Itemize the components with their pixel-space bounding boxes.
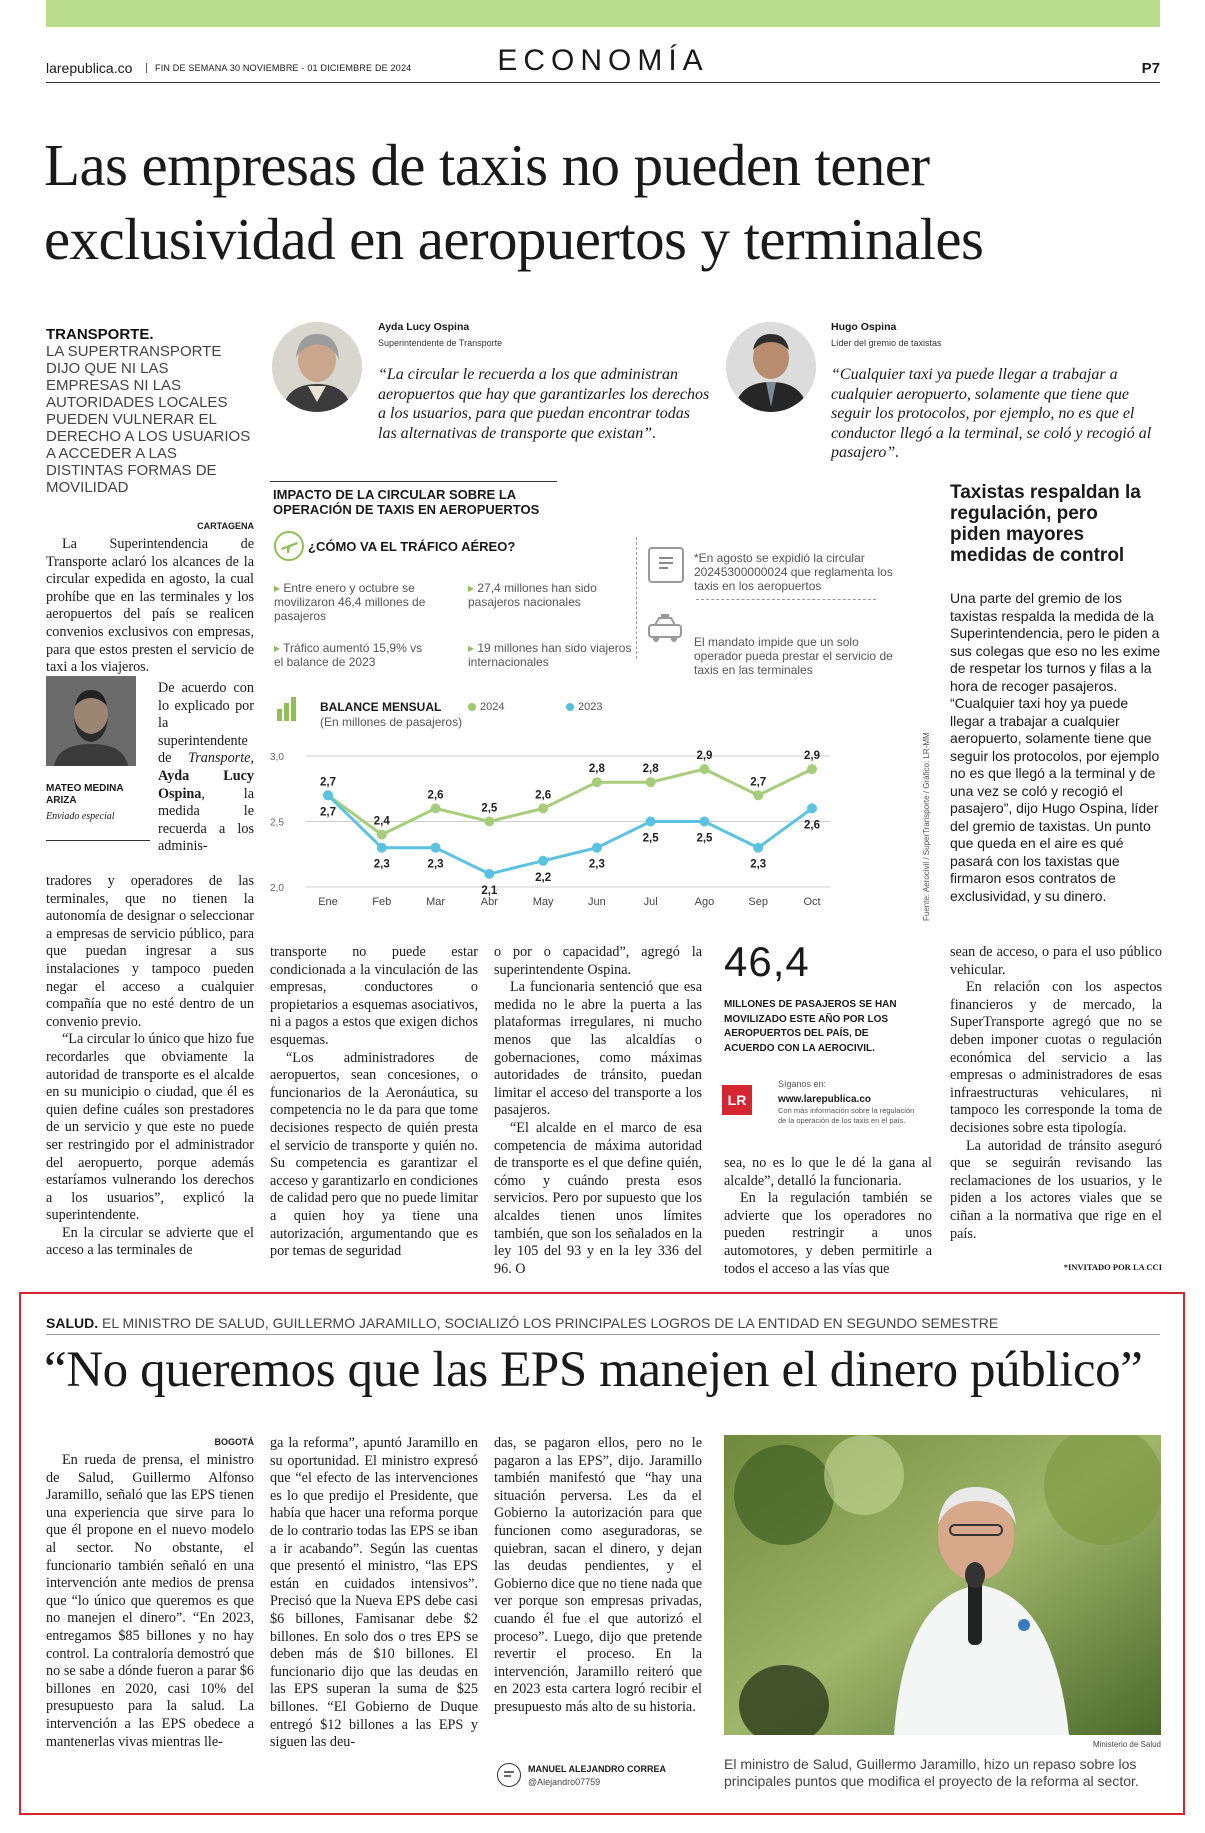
quote1-role: Superintendente de Transporte (378, 338, 503, 348)
sidebar-p1: Una parte del gremio de los taxistas respalda la medida de la Superintendencia, pero le piden a sus colegas que eso no les exime de respetar los turnos y filas a la hora de recoger pasajeros. “Cualquier taxi hoy ya puede llegar a trabajar a cualquier aeropuerto, solamente tiene que seguir los protocolos, por ejemplo no es que llegó a la terminal y de una vez se coló y recogió el pasajero”, dijo Hugo Ospina, líder del gremio de taxistas. Un punto que queda en el aire es qué pasará con los taxistas que firmaron esos contratos de exclusividad, y su dinero. (950, 590, 1161, 904)
x-tick-label: May (532, 896, 554, 908)
follow-label: Síganos en: (778, 1079, 827, 1089)
author-role: Enviado especial (46, 811, 115, 822)
salud-col1 (46, 1452, 254, 1751)
top-color-bar (46, 0, 1160, 27)
quote2-text: “Cualquier taxi ya puede llegar a trabajar a cualquier aeropuerto, solamente que tiene que seguir los protocolos, por ejemplo, no es que el conductor llegó a la terminal, se coló y recogió al pasajero”. (831, 366, 1152, 461)
chart-subtitle: (En millones de pasajeros) (320, 715, 463, 729)
x-tick-label: Mar (426, 896, 446, 908)
data-point-2023 (646, 817, 656, 827)
salud-c3: das, se pagaron ellos, pero no le pagaron a las EPS”, dijo. Jaramillo también manifestó que “hay una situación perversa. Les da el Gobierno la autorización para que funcionen como aseguradoras, se quiebran, sacan el dinero, y dejan las deudas pendientes, y el Gobierno dice que no tiene nada que ver porque son empresas privadas, cuando él fue el que autorizó el proceso”. Luego, dijo que pretende revertir el proceso. En la intervención, Jaramillo reiteró que en 2023 esta cartera logró recibir el presupuesto más alto de su historia. (494, 1435, 703, 1715)
big-stat-text: MILLONES DE PASAJEROS SE HAN MOVILIZADO ESTE AÑO POR LOS AEROPUERTOS DEL PAÍS, DE ACUERDO CON LA AEROCIVIL. (724, 999, 897, 1054)
salud-dateline: BOGOTÁ (214, 1437, 254, 1447)
x-tick-label: Sep (748, 896, 769, 908)
photo-credit: Ministerio de Salud (1092, 1740, 1161, 1749)
x-tick-label: Abr (480, 896, 498, 908)
x-tick-label: Ago (694, 896, 715, 908)
stat-growth-text: Tráfico aumentó 15,9% vs el balance de 2023 (274, 641, 423, 669)
data-point-2023 (484, 869, 494, 879)
col2-body (270, 944, 478, 1261)
comment-icon (497, 1763, 521, 1787)
data-label-2024: 2,8 (588, 763, 605, 776)
series-line-2024 (328, 769, 812, 835)
document-icon (648, 547, 684, 583)
data-label-2023: 2,7 (320, 806, 336, 819)
col2-p2: “Los administradores de aeropuertos, sean concesiones, o funcionarios de la Aeronáutica, su competencia no le da para que tome decisiones respecto de quién presta el servicio de transporte y quién no. Su competencia es garantizar el acceso y garantizarlo en condiciones de calidad pero que no puede limitar a quien hoy ya tiene una autorización, argumentando que es por temas de seguridad (270, 1049, 478, 1260)
salud-headline: “No queremos que las EPS manejen el dinero público” (44, 1342, 1143, 1398)
infographic-divider (636, 537, 637, 659)
data-point-2024 (646, 777, 656, 787)
data-label-2024: 2,6 (535, 789, 552, 802)
avatar-hugo-ospina (726, 322, 816, 412)
lr-logo: LR (722, 1085, 752, 1115)
col4-p1: sea, no es lo que le dé la gana al alcalde”, detalló la funcionaria. (724, 1155, 932, 1189)
author-name: MATEO MEDINA ARIZA (46, 783, 124, 806)
data-label-2024: 2,9 (696, 750, 713, 763)
data-point-2024 (699, 764, 709, 774)
salud-c1: En rueda de prensa, el ministro de Salud, Guillermo Alfonso Jaramillo, señaló que las EPS tienen una experiencia que sirve para lo que él propone en el nuevo modelo al sector. No obstante, el funcionario también señaló en una intervención ante medios de prensa que “lo único que queremos es que no manejen el dinero”. “En 2023, entregamos $85 billones y no hay control. La contraloría demostró que no se sabe a dónde fueron a parar $6 billones en 2020, casi 10% del presupuesto para la salud. La intervención a las EPS obedece a mantenerlas vivas mientras lle- (46, 1452, 254, 1750)
data-label-2023: 2,3 (750, 858, 767, 871)
data-point-2024 (807, 764, 817, 774)
minister-photo (724, 1435, 1161, 1735)
kicker-text: LA SUPERTRANSPORTE DIJO QUE NI LAS EMPRESAS NI LAS AUTORIDADES LOCALES PUEDEN VULNERAR EL DERECHO A LOS USUARIOS A ACCEDER A LAS DISTINTAS FORMAS DE MOVILIDAD (46, 343, 251, 496)
data-point-2023 (323, 790, 333, 800)
legend-2024-swatch (468, 703, 476, 711)
col1-p1: La Superintendencia de Transporte aclaró los alcances de la circular expedida en agosto, la cual prohíbe que en las terminales y los aeropuertos del país se realicen convenios exclusivos con empresas, para que estos presten el servicio de taxi a los viajeros. (46, 536, 254, 676)
author-photo (46, 676, 136, 766)
data-point-2024 (592, 777, 602, 787)
stat-total: ▸ Entre enero y octubre se movilizaron 46,4 millones de pasajeros (274, 581, 426, 623)
data-point-2024 (484, 817, 494, 827)
y-tick-label: 2,0 (270, 883, 284, 894)
data-point-2023 (807, 803, 817, 813)
site-link[interactable]: www.larepublica.co (778, 1094, 871, 1105)
legend-2024-label: 2024 (480, 701, 505, 713)
salud-label: SALUD. (46, 1315, 99, 1331)
photo-caption: El ministro de Salud, Guillermo Jaramillo, hizo un repaso sobre los principales puntos que modifica el proyecto de la reforma al sector. (724, 1756, 1139, 1789)
big-stat-number: 46,4 (724, 938, 810, 985)
data-point-2023 (538, 856, 548, 866)
salud-author-handle[interactable]: @Alejandro07759 (528, 1777, 601, 1787)
stat-domestic-text: 27,4 millones han sido pasajeros nacionales (468, 581, 597, 609)
data-point-2024 (753, 790, 763, 800)
story-kicker (46, 326, 251, 496)
x-tick-label: Jul (643, 896, 658, 908)
sidebar-note: *INVITADO POR LA CCI (1063, 1262, 1162, 1272)
infographic-title: IMPACTO DE LA CIRCULAR SOBRE LA OPERACIÓN DE TAXIS EN AEROPUERTOS (273, 487, 540, 517)
data-label-2024: 2,8 (642, 763, 659, 776)
stat-circular: *En agosto se expidió la circular 20245300000024 que reglamenta los taxis en los aeropuertos (694, 551, 893, 593)
data-label-2023: 2,3 (588, 858, 605, 871)
data-label-2023: 2,6 (804, 819, 820, 832)
stat-international: ▸ 19 millones han sido viajeros internacionales (468, 641, 632, 669)
salud-col2 (270, 1435, 478, 1752)
legend-2024 (468, 701, 504, 713)
infographic (270, 481, 931, 924)
data-point-2024 (538, 803, 548, 813)
salud-rule (46, 1334, 1160, 1335)
chart-source: Fuente: Aerocivil / SuperTransporte / Gráfico: LR-MM (922, 732, 931, 921)
col1-p3: “La circular lo único que hizo fue recordarles que obviamente la autoridad de transporte es el alcalde en su municipio o ciudad, que él es quien define cuáles son prestadores de un servicio y que este no puede ser restringido por el administrador del aeropuerto, porque además estaríamos vulnerando los derechos a los usuarios”, explicó la superintendente. (46, 1031, 254, 1224)
plane-icon (274, 531, 304, 561)
data-point-2023 (699, 817, 709, 827)
stat-growth: ▸ Tráfico aumentó 15,9% vs el balance de 2023 (274, 641, 423, 669)
data-label-2023: 2,2 (535, 871, 552, 884)
data-point-2023 (753, 843, 763, 853)
col2-p1: transporte no puede estar condicionada a la vinculación de las empresas, conductores o propietarios a esquemas asociativos, ni a pagos a estos que exigen dichos esquemas. (270, 944, 478, 1048)
data-point-2024 (377, 830, 387, 840)
data-label-2024: 2,5 (481, 802, 498, 815)
legend-2023-swatch (566, 703, 574, 711)
main-headline: Las empresas de taxis no pueden tener exclusividad en aeropuertos y terminales (44, 132, 984, 272)
infographic-subtitle: ¿CÓMO VA EL TRÁFICO AÉREO? (308, 539, 516, 554)
data-label-2024: 2,4 (373, 815, 390, 828)
col3-body (494, 944, 702, 1278)
infographic-divider-h (696, 599, 876, 600)
sidebar-title: Taxistas respaldan la regulación, pero piden mayores medidas de control (950, 482, 1141, 566)
col1-p4: En la circular se advierte que el acceso a las terminales de (46, 1224, 254, 1259)
data-label-2023: 2,3 (373, 858, 390, 871)
salud-author: MANUEL ALEJANDRO CORREA (528, 1764, 667, 1774)
dateline: CARTAGENA (197, 521, 254, 531)
data-point-2023 (592, 843, 602, 853)
line-chart (270, 731, 910, 916)
col3-p2: La funcionaria sentenció que esa medida no le abre la puerta a las plataformas irregulares, ni mucho menos que las alcaldías o gobernaciones, como máximas autoridades de tránsito, puedan limitar el acceso del transporte a los pasajeros. (494, 979, 702, 1119)
kicker-label: TRANSPORTE. (46, 326, 154, 343)
data-point-2023 (431, 843, 441, 853)
data-label-2024: 2,6 (427, 789, 444, 802)
quote1-text: “La circular le recuerda a los que administran aeropuertos que hay que garantizarles los derechos a los usuarios, para que puedan encontrar todas las alternativas de transporte que existan”. (378, 366, 710, 442)
infographic-rule (270, 481, 557, 482)
sidebar-p3: En relación con los aspectos financieros y de mercado, la SuperTransporte agregó que no se deben imponer cuotas o regulación económica del servicio a las empresas o administradores de esas infraestructuras vehiculares, ni tampoco les corresponde la toma de decisiones sobre esta tipología. (950, 979, 1162, 1136)
salud-c2: ga la reforma”, apuntó Jaramillo en su oportunidad. El ministro expresó que “el efecto de las intervenciones es lo que predijo el Presidente, que había que hacer una reforma porque de lo contrario todas las EPS se iban a ir acabando”. Según las cuentas que presentó el ministro, “las EPS están en cuidados intensivos”. Precisó que la Nueva EPS debe casi $6 billones, Famisanar debe $2 billones. En solo dos o tres EPS se deben más de $10 billones. El funcionario dijo que las deudas en las EPS superan la suma de $25 billones. “El Gobierno de Duque entregó $12 billones a las EPS y siguen las deu- (270, 1435, 478, 1751)
sidebar-body (950, 944, 1162, 1243)
data-point-2023 (377, 843, 387, 853)
quote2-name: Hugo Ospina (831, 321, 897, 333)
sidebar-p4: La autoridad de tránsito aseguró que se seguirán revisando las reclamaciones de los usuarios, y le piden a los actores viales que se ciñan a la normativa que rige en el país. (950, 1137, 1162, 1242)
legend-2023 (566, 701, 602, 713)
legend-2023-label: 2023 (578, 701, 603, 713)
quote1-name: Ayda Lucy Ospina (378, 321, 470, 333)
salud-col3 (494, 1435, 702, 1717)
data-label-2024: 2,9 (804, 750, 820, 763)
x-tick-label: Oct (803, 896, 821, 908)
col1-body: tradores y operadores de las terminales, que no tienen la autonomía de designar o seleccionar a empresas de servicio público, para que puedan ingresar a sus instalaciones y tampoco pueden negar el acceso a cualquier compañía que no esté dentro de un convenio previo. “La circular lo único que hizo fue recordarles que obviamente la autoridad de transporte es el alcalde en su municipio o ciudad, que él es quien define cuáles son prestadores de un servicio y que este no puede ser restringido por el administrador del aeropuerto, porque además estaríamos vulnerando los derechos a los usuarios”, explicó la superintendente. En la circular se advierte que el acceso a las terminales de (46, 873, 254, 1259)
page-number: P7 (1141, 60, 1160, 77)
x-tick-label: Ene (318, 896, 338, 908)
stat-domestic: ▸ 27,4 millones han sido pasajeros nacionales (468, 581, 597, 609)
site-name[interactable]: larepublica.co (46, 60, 133, 76)
salud-kicker (46, 1315, 998, 1331)
data-point-2024 (431, 803, 441, 813)
data-label-2023: 2,1 (481, 884, 498, 897)
site-link-desc: Con más información sobre la regulación de la operación de los taxis en el país. (778, 1106, 915, 1125)
taxi-icon (646, 613, 684, 645)
series-line-2023 (328, 795, 812, 874)
quote2-role: Líder del gremio de taxistas (831, 338, 942, 348)
x-tick-label: Feb (372, 896, 392, 908)
y-tick-label: 2,5 (270, 817, 284, 829)
avatar-ayda-ospina (272, 322, 362, 412)
masthead-rule (46, 82, 1160, 83)
chart-title: BALANCE MENSUAL (320, 700, 442, 714)
data-label-2023: 2,5 (642, 832, 659, 845)
bar-chart-icon (275, 695, 303, 721)
author-rule (46, 840, 150, 841)
stat-total-text: Entre enero y octubre se movilizaron 46,4 millones de pasajeros (274, 581, 426, 623)
data-label-2024: 2,7 (320, 776, 336, 789)
col3-p3: “El alcalde en el marco de esa competencia de máxima autoridad de transporte es el que define quién, cómo y cuándo presta esos servicios. Pero por supuesto que los alcaldes tienen unos límites también, que son los señalados en la ley 105 del 93 y en la ley 336 del 96. O (494, 1119, 702, 1277)
col1-p1-top (46, 536, 254, 677)
col3-p1: o por o capacidad”, agregó la superintendente Ospina. (494, 944, 702, 978)
masthead (46, 44, 1160, 88)
data-label-2023: 2,3 (427, 858, 444, 871)
x-tick-label: Jun (588, 896, 606, 908)
salud-kicker-text: EL MINISTRO DE SALUD, GUILLERMO JARAMILLO, SOCIALIZÓ LOS PRINCIPALES LOGROS DE LA ENTIDAD EN SEGUNDO SEMESTRE (102, 1315, 999, 1331)
data-label-2024: 2,7 (750, 776, 767, 789)
y-tick-label: 3,0 (270, 752, 284, 763)
col4-body (724, 1155, 932, 1278)
col1-p2-narrow: De acuerdo con lo explicado por la superintendente de Transporte, Ayda Lucy Ospina, la medida le recuerda a los adminis- (158, 680, 254, 855)
section-title: ECONOMÍA (497, 44, 709, 77)
data-label-2023: 2,5 (696, 832, 713, 845)
stat-mandate: El mandato impide que un solo operador pueda prestar el servicio de taxis en las terminales (694, 635, 893, 677)
stat-international-text: 19 millones han sido viajeros internacionales (468, 641, 632, 669)
sidebar-p2: sean de acceso, o para el uso público vehicular. (950, 944, 1162, 978)
col4-p2: En la regulación también se advierte que los operadores no pueden restringir a unos automotores, y deben permitirle a todos el acceso a las vías que (724, 1190, 932, 1277)
issue-date: FIN DE SEMANA 30 NOVIEMBRE - 01 DICIEMBRE DE 2024 (146, 63, 411, 73)
